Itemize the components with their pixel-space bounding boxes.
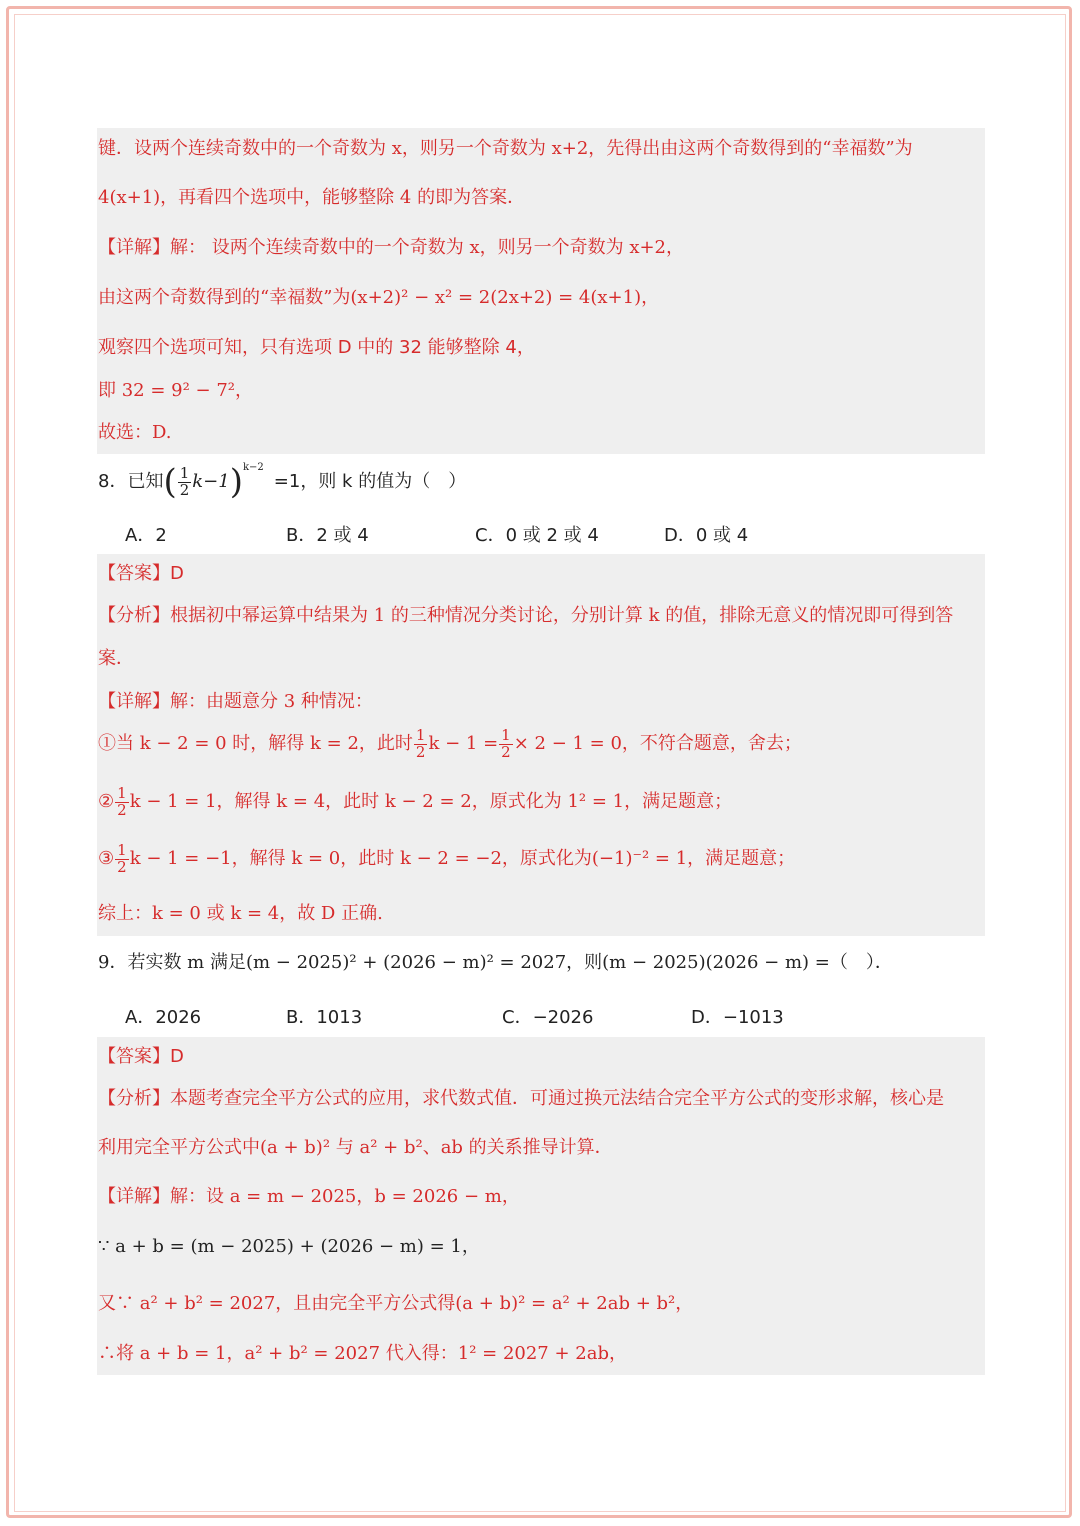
q9-option-d: D．−1013 xyxy=(691,1007,784,1028)
q7-detail-text-1: 解： 设两个连续奇数中的一个奇数为 x，则另一个奇数为 x+2， xyxy=(170,237,684,258)
q8-inner-expression: k−1 xyxy=(192,471,230,493)
q8-summary: 综上：k = 0 或 k = 4，故 D 正确. xyxy=(98,903,383,924)
q8-stem xyxy=(98,462,467,502)
q8-stem-prefix: 8．已知 xyxy=(98,471,164,493)
q9-analysis-line-2: 利用完全平方公式中(a + b)² 与 a² + b²、ab 的关系推导计算． xyxy=(98,1137,613,1158)
q8-case-2-b: k − 1 = 1，解得 k = 4，此时 k − 2 = 2，原式化为 1² = 1，满足题意； xyxy=(129,791,733,813)
q8-analysis-line-2: 案． xyxy=(98,648,134,669)
q8-option-c: C．0 或 2 或 4 xyxy=(475,525,599,546)
fraction-one-half: $\frac{1}{2}$ xyxy=(179,463,190,499)
q8-case-3-a: ③ xyxy=(98,848,115,870)
fraction-one-half: $\frac{1}{2}$ xyxy=(117,784,127,819)
analysis-label: 【分析】 xyxy=(98,605,170,626)
q8-detail-text-1: 解：由题意分 3 种情况： xyxy=(170,691,373,712)
q7-detail-line-4: 即 32 = 9² − 7²， xyxy=(98,380,254,401)
q7-analysis-line-2: 4(x+1)，再看四个选项中，能够整除 4 的即为答案． xyxy=(98,187,526,208)
q8-case-1-b: k − 1 = xyxy=(428,733,499,755)
q9-detail-line-3: 又∵ a² + b² = 2027，且由完全平方公式得(a + b)² = a² + 2ab + b²， xyxy=(98,1293,694,1314)
fraction-one-half: $\frac{1}{2}$ xyxy=(117,841,127,876)
q8-answer: 【答案】D xyxy=(98,563,184,584)
q9-stem: 9．若实数 m 满足(m − 2025)² + (2026 − m)² = 2027，则(m − 2025)(2026 − m) =（ ）． xyxy=(98,952,893,973)
q9-detail-line-1 xyxy=(98,1186,520,1208)
q8-power-expression: ( $\frac{1}{2}$ k−1 ) $^{k-2}$ xyxy=(163,462,264,502)
analysis-label: 【分析】 xyxy=(98,1088,170,1109)
q8-case-3-b: k − 1 = −1，解得 k = 0，此时 k − 2 = −2，原式化为(−1)⁻² = 1，满足题意； xyxy=(129,848,796,870)
q8-case-2-a: ② xyxy=(98,791,115,813)
q7-analysis-line-1: 键．设两个连续奇数中的一个奇数为 x，则另一个奇数为 x+2，先得出由这两个奇数得到的“幸福数”为 xyxy=(98,138,913,159)
q9-answer: 【答案】D xyxy=(98,1046,184,1067)
q8-case-1-c: × 2 − 1 = 0，不符合题意，舍去； xyxy=(513,733,802,755)
q8-option-a: A．2 xyxy=(125,525,167,546)
q9-detail-line-4: ∴将 a + b = 1，a² + b² = 2027 代入得：1² = 2027 + 2ab， xyxy=(98,1343,627,1364)
fraction-one-half: $\frac{1}{2}$ xyxy=(501,726,511,761)
q9-analysis-text-1: 本题考查完全平方公式的应用，求代数式值．可通过换元法结合完全平方公式的变形求解，核心是 xyxy=(170,1088,944,1109)
q8-analysis-line-1 xyxy=(98,605,953,627)
q7-detail-line-2: 由这两个奇数得到的“幸福数”为(x+2)² − x² = 2(2x+2) = 4(x+1)， xyxy=(98,287,660,308)
q9-detail-line-2: ∵ a + b = (m − 2025) + (2026 − m) = 1， xyxy=(98,1236,480,1257)
q9-option-c: C．−2026 xyxy=(502,1007,594,1028)
q8-case-3 xyxy=(98,843,795,876)
q8-exponent: k−2 xyxy=(242,462,264,473)
q7-detail-line-3: 观察四个选项可知，只有选项 D 中的 32 能够整除 4， xyxy=(98,337,535,358)
q9-option-b: B．1013 xyxy=(286,1007,363,1028)
q7-detail-line-1 xyxy=(98,237,684,259)
detail-label: 【详解】 xyxy=(98,237,170,258)
detail-label: 【详解】 xyxy=(98,691,170,712)
q8-case-2 xyxy=(98,786,732,819)
q8-case-1-a: ①当 k − 2 = 0 时，解得 k = 2，此时 xyxy=(98,733,413,755)
q9-detail-text-1: 解：设 a = m − 2025，b = 2026 − m， xyxy=(170,1186,520,1207)
q8-detail-line-1 xyxy=(98,691,373,713)
q8-case-1 xyxy=(98,728,802,761)
q8-option-b: B．2 或 4 xyxy=(286,525,369,546)
q8-stem-suffix: =1，则 k 的值为（ ） xyxy=(273,471,467,493)
q7-detail-line-5: 故选：D. xyxy=(98,422,172,443)
detail-label: 【详解】 xyxy=(98,1186,170,1207)
q8-analysis-text-1: 根据初中幂运算中结果为 1 的三种情况分类讨论，分别计算 k 的值，排除无意义的情况即可得到答 xyxy=(170,605,954,626)
q9-analysis-line-1 xyxy=(98,1088,944,1110)
fraction-one-half: $\frac{1}{2}$ xyxy=(415,726,426,761)
q9-option-a: A．2026 xyxy=(125,1007,202,1028)
q8-option-d: D．0 或 4 xyxy=(664,525,749,546)
